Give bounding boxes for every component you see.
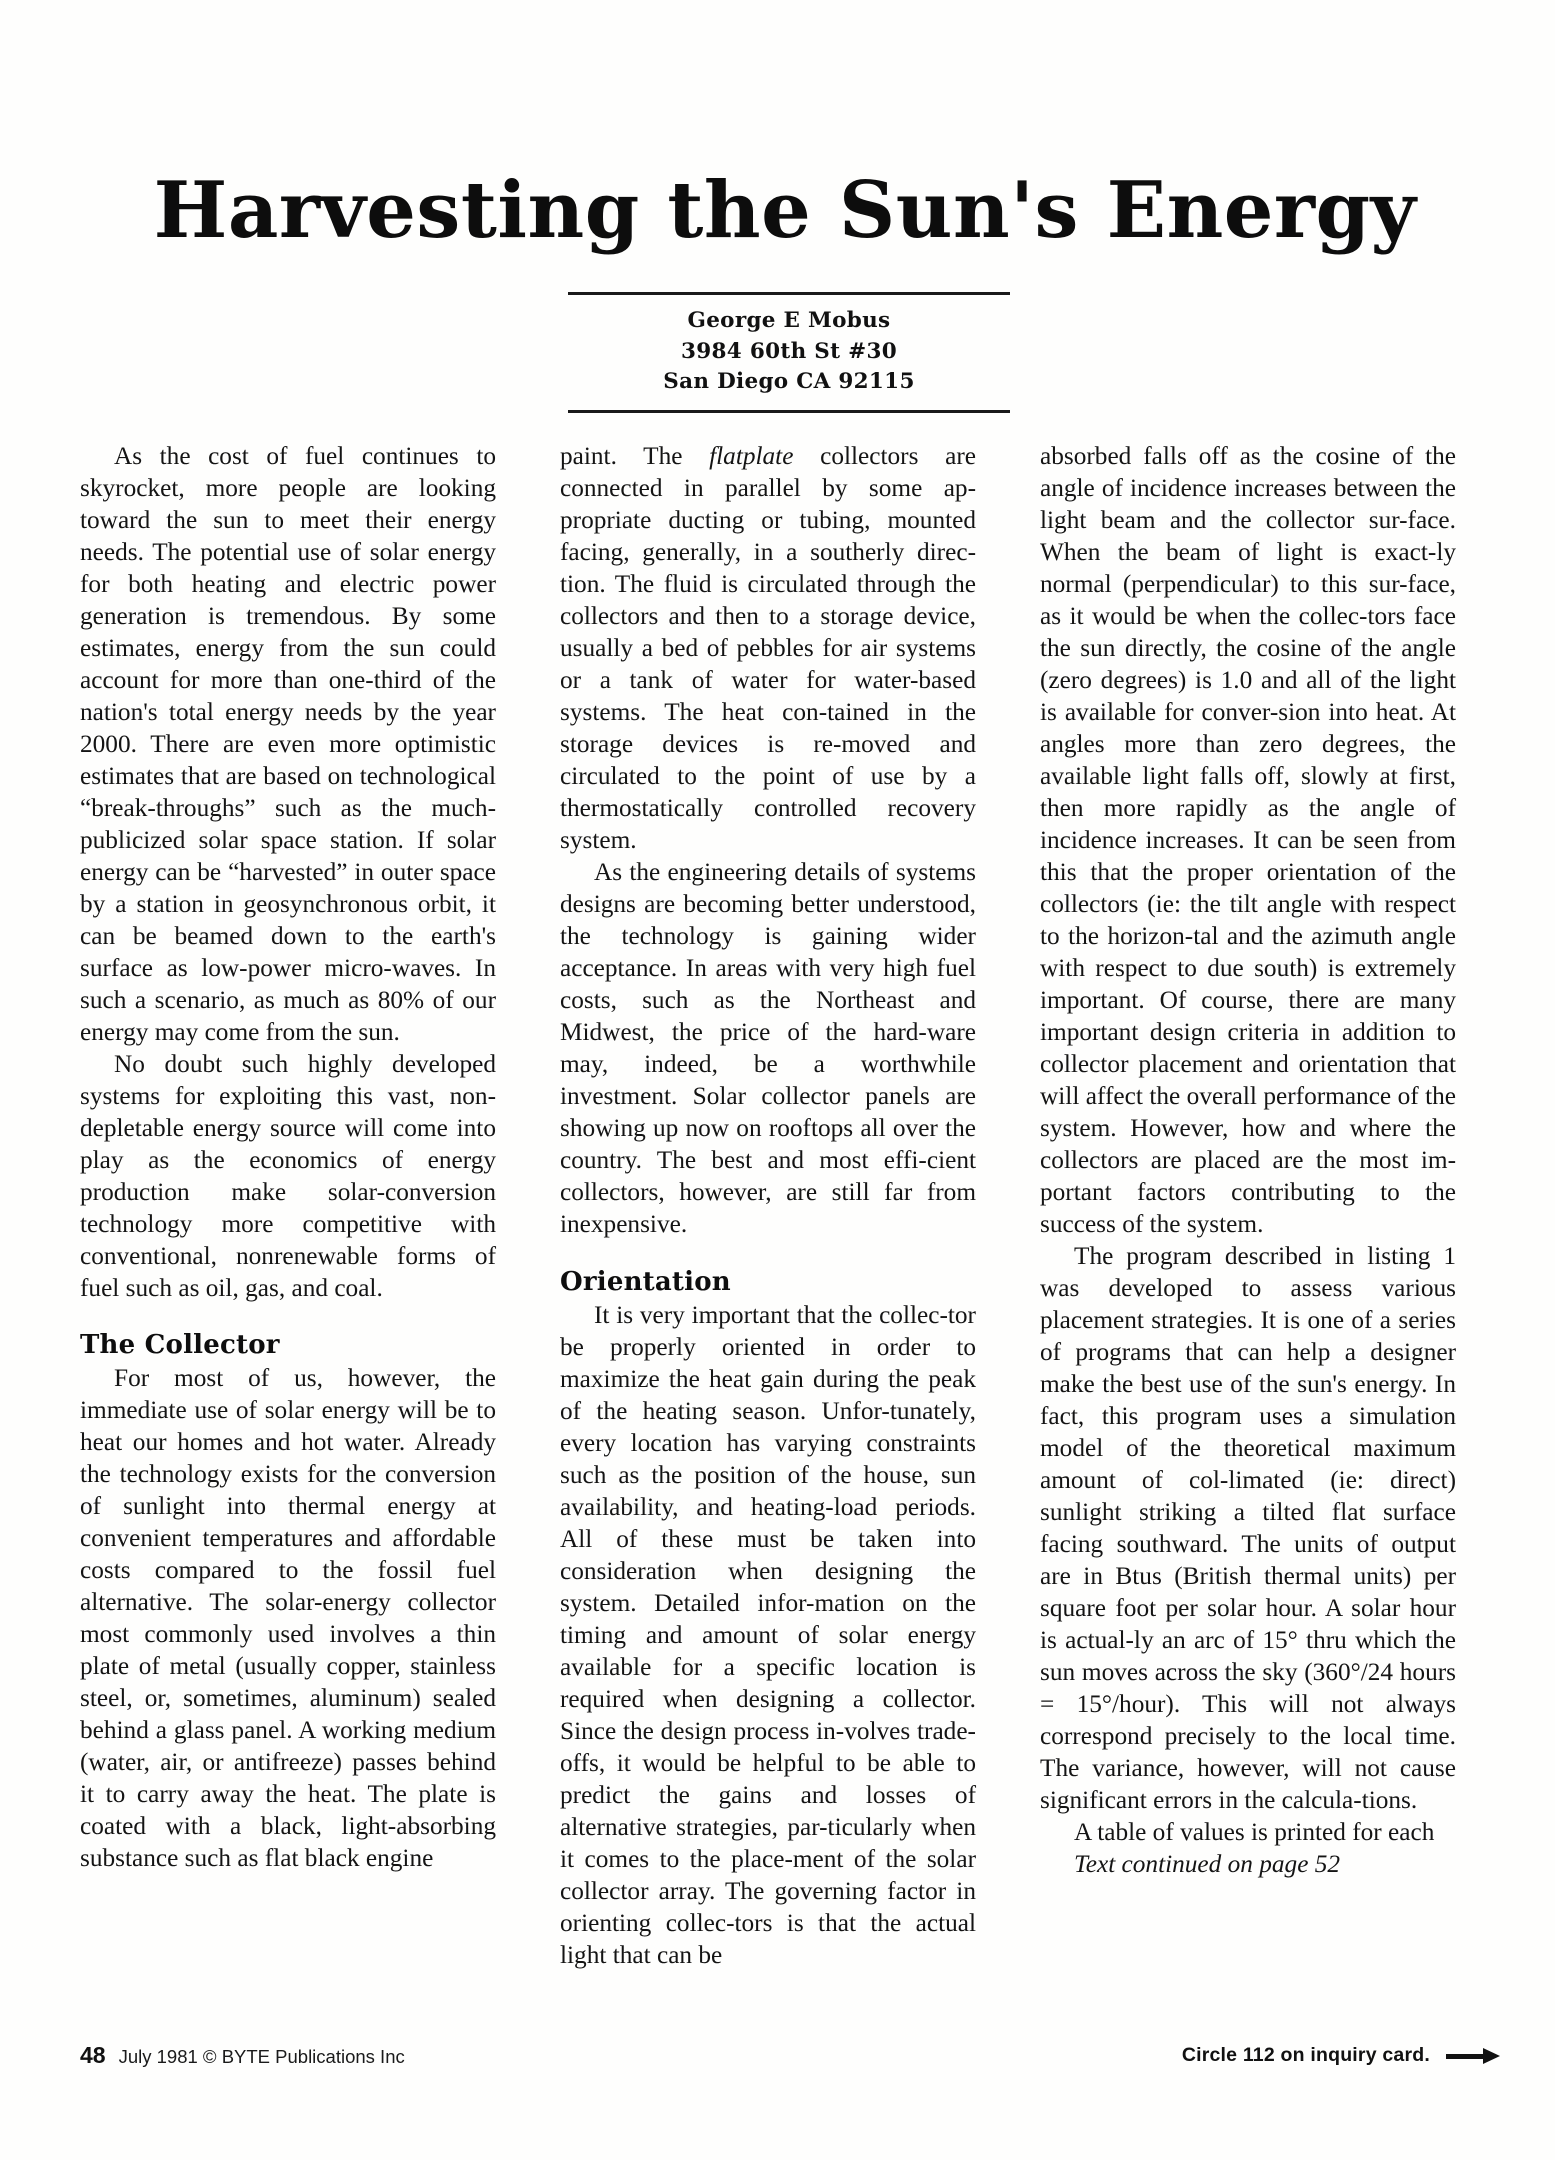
- page-number: 48: [80, 2042, 106, 2068]
- right-arrow-icon: [1446, 2048, 1500, 2064]
- emphasis-flatplate: flatplate: [709, 442, 794, 470]
- paragraph: For most of us, however, the immediate use of solar energy will be to heat our homes and hot water. Already the technology exists for the conversion of sunlight into thermal energy at convenient temperatures and affordable costs compared to the fossil fuel alternative. The solar-energy collector most commonly used involves a thin plate of metal (usually copper, stainless steel, or, sometimes, aluminum) sealed behind a glass panel. A working medium (water, air, or antifreeze) passes behind it to carry away the heat. The plate is coated with a black, light-absorbing substance such as flat black engine: [80, 1364, 496, 1872]
- paragraph: As the engineering details of systems designs are becoming better understood, the technology is gaining wider acceptance. In areas with very high fuel costs, such as the Northeast and Midwest, the price of the hard-ware may, indeed, be a worthwhile investment. Solar collector panels are showing up now on rooftops all over the country. The best and most effi-cient collectors, however, are still far from inexpensive.: [560, 858, 976, 1238]
- text-run: collectors are connected in parallel by some ap-propriate ducting or tubing, mounted facing, generally, in a southerly direc-tion. The fluid is circulated through the collectors and then to a storage device, usually a bed of pebbles for air systems or a tank of water for water-based systems. The heat con-tained in the storage devices is re-moved and circulated to the point of use by a thermostatically controlled recovery system.: [560, 442, 976, 854]
- footer-right: [1182, 2044, 1500, 2067]
- footer-left: [80, 2042, 405, 2069]
- paragraph: [560, 440, 976, 856]
- section-heading-orientation: Orientation: [560, 1267, 731, 1297]
- byline-block: [568, 292, 1010, 413]
- section-heading-the-collector: The Collector: [80, 1330, 280, 1360]
- inquiry-card-note: Circle 112 on inquiry card.: [1181, 2044, 1430, 2066]
- text-run: paint. The: [560, 442, 710, 470]
- text-continued-note: Text continued on page 52: [1074, 1850, 1341, 1878]
- paragraph: The program described in listing 1 was developed to assess various placement strategies. It is one of a series of programs that can help a designer make the best use of the sun's energy. In fact, this program uses a simulation model of the theoretical maximum amount of col-limated (ie: direct) sunlight striking a tilted flat surface facing southward. The units of output are in Btus (British thermal units) per square foot per solar hour. A solar hour is actual-ly an arc of 15° thru which the sun moves across the sky (360°/24 hours = 15°/hour). This will not always correspond precisely to the local time. The variance, however, will not cause significant errors in the calcula-tions.: [1040, 1242, 1456, 1814]
- paragraph: It is very important that the collec-tor be properly oriented in order to maximize the heat gain during the peak of the heating season. Unfor-tunately, every location has varying constraints such as the position of the house, sun availability, and heating-load periods. All of these must be taken into consideration when designing the system. Detailed infor-mation on the timing and amount of solar energy available for a specific location is required when designing a collector. Since the design process in-volves trade-offs, it would be helpful to be able to predict the gains and losses of alternative strategies, par-ticularly when it comes to the place-ment of the solar collector array. The governing factor in orienting collec-tors is that the actual light that can be: [560, 1301, 976, 1969]
- byline-address-line1: 3984 60th St #30: [681, 338, 897, 364]
- page-title: Harvesting the Sun's Energy: [153, 165, 1417, 257]
- paragraph: No doubt such highly developed systems for exploiting this vast, non-depletable energy source will come into play as the economics of energy production make solar-conversion technology more competitive with conventional, nonrenewable forms of fuel such as oil, gas, and coal.: [80, 1050, 496, 1302]
- byline-address-line2: San Diego CA 92115: [663, 369, 915, 395]
- paragraph: As the cost of fuel continues to skyrocket, more people are looking toward the sun to meet their energy needs. The potential use of solar energy for both heating and electric power generation is tremendous. By some estimates, energy from the sun could account for more than one-third of the nation's total energy needs by the year 2000. There are even more optimistic estimates that are based on technological “break-throughs” such as the much-publicized solar space station. If solar energy can be “harvested” in outer space by a station in geosynchronous orbit, it can be beamed down to the earth's surface as low-power micro-waves. In such a scenario, as much as 80% of our energy may come from the sun.: [80, 442, 496, 1046]
- column-three: [1040, 440, 1456, 1971]
- column-one: [80, 440, 496, 1971]
- column-two: [560, 440, 976, 1971]
- byline-author: George E Mobus: [687, 308, 891, 333]
- paragraph: A table of values is printed for each: [1074, 1818, 1435, 1846]
- article-body: [80, 440, 1500, 1971]
- page-footer: [80, 2042, 1500, 2069]
- paragraph: absorbed falls off as the cosine of the angle of incidence increases between the light beam and the collector sur-face. When the beam of light is exact-ly normal (perpendicular) to this sur-face, as it would be when the collec-tors face the sun directly, the cosine of the angle (zero degrees) is 1.0 and all of the light is available for conver-sion into heat. At angles more than zero degrees, the available light falls off, slowly at first, then more rapidly as the angle of incidence increases. It can be seen from this that the proper orientation of the collectors (ie: the tilt angle with respect to the horizon-tal and the azimuth angle with respect to due south) is extremely important. Of course, there are many important design criteria in addition to collector placement and orientation that will affect the overall performance of the system. However, how and where the collectors are placed are the most im-portant factors contributing to the success of the system.: [1040, 442, 1456, 1238]
- publication-imprint: July 1981 © BYTE Publications Inc: [118, 2046, 405, 2067]
